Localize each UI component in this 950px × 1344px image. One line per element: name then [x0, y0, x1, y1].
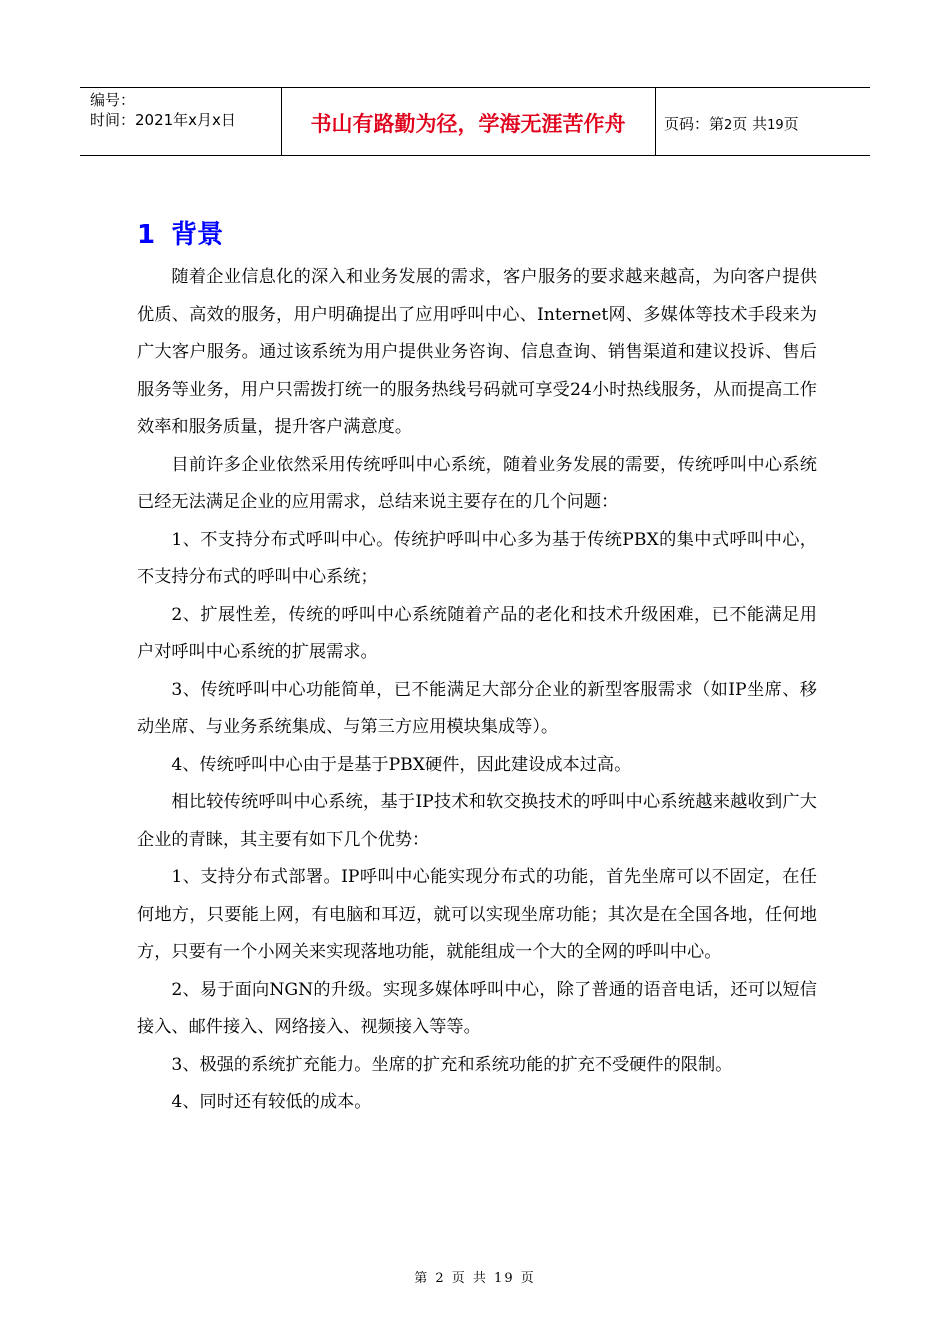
header-bottom-rule [80, 155, 870, 156]
paragraph: 3、极强的系统扩充能力。坐席的扩充和系统功能的扩充不受硬件的限制。 [171, 1054, 733, 1075]
paragraph: 相比较传统呼叫中心系统，基于IP技术和软交换技术的呼叫中心系统越来越收到广大企业的青睐，其主要有如下几个优势： [137, 792, 817, 850]
page-prefix: 页码：第 [664, 115, 725, 133]
header-motto: 书山有路勤为径，学海无涯苦作舟 [310, 112, 626, 136]
paragraph: 4、同时还有较低的成本。 [171, 1092, 372, 1112]
document-number-label: 编号： [90, 91, 136, 109]
header-divider [655, 87, 656, 155]
page-footer: 第 2 页 共 19 页 [414, 1271, 536, 1286]
paragraph: 2、扩展性差，传统的呼叫中心系统随着产品的老化和技术升级困难，已不能满足用户对呼叫中心系统的扩展需求。 [137, 604, 817, 662]
paragraph: 1、不支持分布式呼叫中心。传统护呼叫中心多为基于传统PBX的集中式呼叫中心，不支持分布式的呼叫中心系统； [137, 529, 817, 587]
paragraph: 2、易于面向NGN的升级。实现多媒体呼叫中心，除了普通的语音电话，还可以短信接入、邮件接入、网络接入、视频接入等等。 [137, 979, 817, 1037]
paragraph: 4、传统呼叫中心由于是基于PBX硬件，因此建设成本过高。 [171, 754, 632, 775]
body-text [137, 259, 817, 1122]
section-title: 背景 [171, 220, 224, 250]
paragraph: 目前许多企业依然采用传统呼叫中心系统，随着业务发展的需要，传统呼叫中心系统已经无法满足企业的应用需求，总结来说主要存在的几个问题： [137, 454, 817, 512]
paragraph: 3、传统呼叫中心功能简单，已不能满足大部分企业的新型客服需求（如IP坐席、移动坐席、与业务系统集成、与第三方应用模块集成等）。 [137, 679, 817, 737]
header-page-info [664, 113, 799, 134]
header-meta [90, 90, 236, 130]
page-current: 2 [724, 118, 733, 133]
section-heading [137, 214, 223, 251]
paragraph: 1、支持分布式部署。IP呼叫中心能实现分布式的功能，首先坐席可以不固定，在任何地方，只要能上网，有电脑和耳迈，就可以实现坐席功能；其次是在全国各地，任何地方，只要有一个小网关来实现落地功能，就能组成一个大的全网的呼叫中心。 [137, 867, 817, 962]
page-mid: 页 共 [732, 115, 768, 133]
paragraph: 随着企业信息化的深入和业务发展的需求，客户服务的要求越来越高，为向客户提供优质、高效的服务，用户明确提出了应用呼叫中心、Internet网、多媒体等技术手段来为广大客户服务。通过该系统为用户提供业务咨询、信息查询、销售渠道和建议投诉、售后服务等业务，用户只需拨打统一的服务热线号码就可享受24小时热线服务，从而提高工作效率和服务质量，提升客户满意度。 [137, 267, 817, 437]
header-top-rule [80, 87, 870, 88]
document-time: 时间：2021年x月x日 [90, 111, 236, 129]
page-suffix: 页 [783, 115, 799, 133]
page-total: 19 [767, 118, 784, 133]
section-number: 1 [137, 220, 156, 250]
